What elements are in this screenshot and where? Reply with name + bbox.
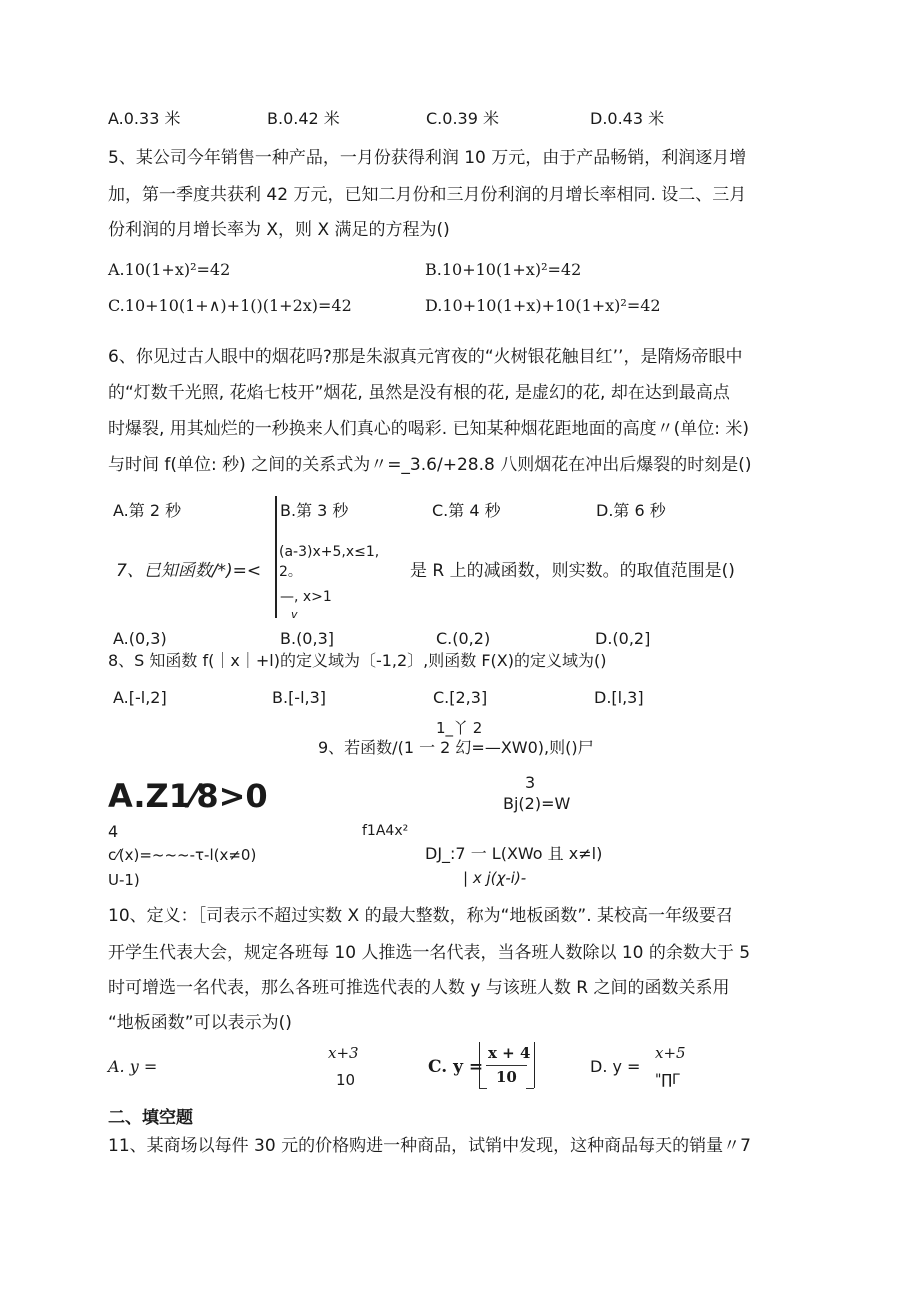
- q10-option-b-denominator: 10: [336, 1071, 356, 1089]
- q10-option-c-numerator: x + 4: [488, 1044, 531, 1062]
- q7-case-1: (a-3)x+5,x≤1,: [279, 544, 380, 560]
- q10-option-b-numerator: x+3: [328, 1044, 359, 1062]
- q9-option-c: c⁄(x)=~~~-τ-l(x≠0): [108, 846, 257, 864]
- q10-text-line-3: 时可增选一名代表，那么各班可推选代表的人数 y 与该班人数 R 之间的函数关系用: [108, 978, 730, 998]
- q5-option-c: C.10+10(1+∧)+1()(1+2x)=42: [108, 296, 352, 315]
- q10-option-d-numerator: x+5: [655, 1044, 686, 1062]
- q6-option-a: A.第 2 秒: [113, 501, 182, 520]
- q7-tail: 是 R 上的减函数，则实数。的取值范围是(): [410, 561, 735, 581]
- q10-option-d-denominator: "∏Γ: [655, 1072, 680, 1088]
- q9-option-b-numerator: 3: [525, 773, 536, 792]
- q8-option-c: C.[2,3]: [433, 688, 488, 707]
- q8-option-a: A.[-l,2]: [113, 688, 167, 707]
- q8-option-b: B.[-l,3]: [272, 688, 327, 707]
- q10-option-c-fraction-line: [486, 1065, 527, 1066]
- q8-option-d: D.[l,3]: [594, 688, 644, 707]
- q9-option-b: Bj(2)=W: [503, 794, 571, 813]
- q5-option-d: D.10+10(1+x)+10(1+x)²=42: [425, 296, 661, 315]
- q7-option-c: C.(0,2): [436, 629, 491, 648]
- q6-text-line-3: 时爆裂, 用其灿烂的一秒换来人们真心的喝彩. 已知某种烟花距地面的高度〃(单位: 米): [108, 419, 750, 439]
- q7-lead: 7、已知函数/*)=<: [116, 561, 262, 581]
- q7-case-2-condition: —, x>1: [280, 589, 332, 605]
- q5-option-a: A.10(1+x)²=42: [108, 260, 231, 279]
- q5-text-line-3: 份利润的月增长率为 X，则 X 满足的方程为(): [108, 220, 450, 240]
- q7-case-2-numerator: 2。: [279, 564, 302, 580]
- q10-option-c-floor-left-foot: [479, 1088, 487, 1089]
- q10-text-line-2: 开学生代表大会，规定各班每 10 人推选一名代表，当各班人数除以 10 的余数大于 5: [108, 943, 751, 963]
- q9-text: 9、若函数/(1 一 2 幻=—XW0),则()尸: [318, 738, 594, 757]
- q6-text-line-4: 与时间 f(单位: 秒) 之间的关系式为〃=_3.6/+28.8 八则烟花在冲出后爆裂的时刻是(): [108, 455, 752, 475]
- q10-option-d: D. y =: [590, 1057, 641, 1076]
- q10-option-a: A. y =: [108, 1057, 158, 1076]
- q4-option-c: C.0.39 米: [426, 109, 499, 128]
- q5-option-b: B.10+10(1+x)²=42: [425, 260, 582, 279]
- q8-text: 8、S 知函数 f(｜x｜+l)的定义域为〔-1,2〕,则函数 F(X)的定义域为(): [108, 651, 607, 670]
- q10-option-c-floor-right-foot: [526, 1088, 534, 1089]
- q10-option-c: C. y =: [428, 1057, 484, 1077]
- section-heading-fill-in: 二、填空题: [108, 1108, 193, 1128]
- q6-text-line-1: 6、你见过古人眼中的烟花吗?那是朱淑真元宵夜的“火树银花触目红’’，是隋炀帝眼中: [108, 347, 743, 367]
- q6-option-b: B.第 3 秒: [280, 501, 349, 520]
- q5-text-line-1: 5、某公司今年销售一种产品，一月份获得利润 10 万元，由于产品畅销，利润逐月增: [108, 148, 747, 168]
- q7-option-a: A.(0,3): [113, 629, 167, 648]
- q9-option-d-denominator: | x j(χ-i)-: [463, 869, 527, 887]
- q4-option-b: B.0.42 米: [267, 109, 340, 128]
- q9-option-c-numerator: 4: [108, 822, 119, 841]
- q6-option-c: C.第 4 秒: [432, 501, 501, 520]
- q10-text-line-4: “地板函数”可以表示为(): [108, 1013, 292, 1033]
- q6-option-d: D.第 6 秒: [596, 501, 666, 520]
- q11-text: 11、某商场以每件 30 元的价格购进一种商品，试销中发现，这种商品每天的销量〃7: [108, 1136, 751, 1156]
- q9-superscript: 1_丫 2: [436, 719, 483, 737]
- q5-text-line-2: 加，第一季度共获利 42 万元，已知二月份和三月份利润的月增长率相同. 设二、三月: [108, 185, 747, 205]
- q4-option-a: A.0.33 米: [108, 109, 181, 128]
- q6-text-line-2: 的“灯数千光照, 花焰七枝开”烟花, 虽然是没有根的花, 是虚幻的花, 却在达到最高点: [108, 383, 730, 403]
- q9-option-d-numerator: f1A4x²: [362, 823, 409, 839]
- q4-option-d: D.0.43 米: [590, 109, 665, 128]
- q9-option-a: A.Z1⁄8>0: [108, 777, 268, 815]
- q9-option-d: DJ_:7 一 L(XWo 且 x≠l): [425, 844, 603, 863]
- q10-text-line-1: 10、定义：［司表示不超过实数 X 的最大整数，称为“地板函数”. 某校高一年级要召: [108, 906, 734, 926]
- q7-brace-bar: [275, 496, 277, 618]
- q7-option-d: D.(0,2]: [595, 629, 651, 648]
- q7-option-b: B.(0,3]: [280, 629, 334, 648]
- q9-option-c-denominator: U-1): [108, 871, 140, 889]
- q7-case-2-variable: v: [291, 608, 298, 621]
- q10-option-c-denominator: 10: [496, 1068, 517, 1086]
